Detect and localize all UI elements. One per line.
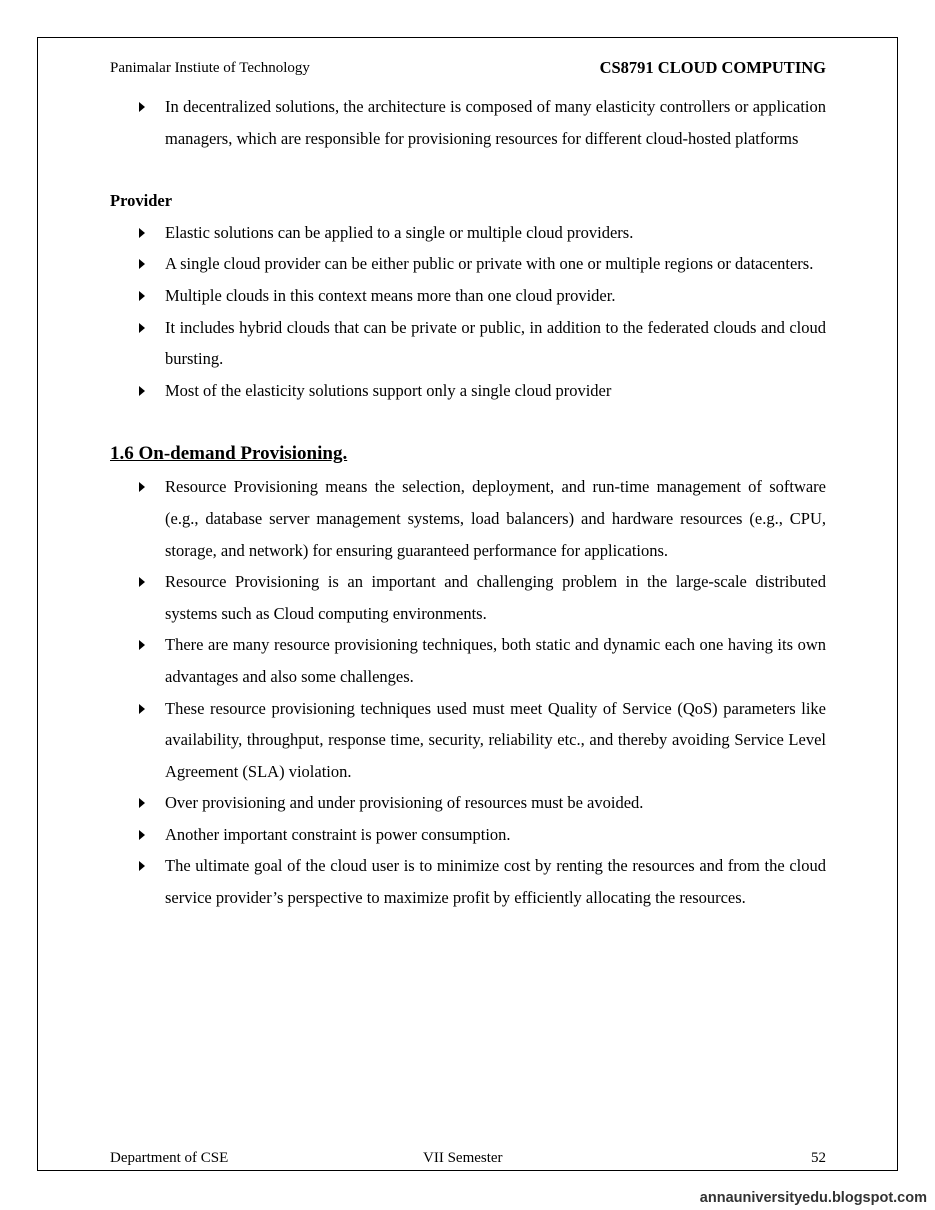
course-title: CS8791 CLOUD COMPUTING <box>599 58 826 77</box>
bullet-arrow-icon <box>139 640 145 650</box>
bullet-arrow-icon <box>139 577 145 587</box>
list-item: Resource Provisioning means the selection, deployment, and run-time management of software (e.g., database server management systems, load balancers) and hardware resources (e.g., CPU, storage, and network) for ensuring guaranteed performance for applications. <box>165 471 826 566</box>
list-item: Most of the elasticity solutions support only a single cloud provider <box>165 375 826 407</box>
bullet-arrow-icon <box>139 259 145 269</box>
list-item: These resource provisioning techniques used must meet Quality of Service (QoS) parameters like availability, throughput, response time, security, reliability etc., and thereby avoiding Service Level Agreement (SLA) violation. <box>165 693 826 788</box>
section-title: 1.6 On-demand Provisioning. <box>110 443 348 465</box>
intro-bullet-list <box>110 91 826 154</box>
list-item: Over provisioning and under provisioning of resources must be avoided. <box>165 787 826 819</box>
semester-label: VII Semester <box>423 1150 503 1166</box>
bullet-arrow-icon <box>139 704 145 714</box>
list-item: Resource Provisioning is an important and challenging problem in the large-scale distributed systems such as Cloud computing environments. <box>165 566 826 629</box>
provider-bullet-list <box>110 217 826 407</box>
page-header <box>110 58 826 80</box>
list-item: The ultimate goal of the cloud user is to minimize cost by renting the resources and from the cloud service provider’s perspective to maximize profit by efficiently allocating the resources. <box>165 850 826 913</box>
bullet-arrow-icon <box>139 386 145 396</box>
bullet-arrow-icon <box>139 228 145 238</box>
list-item: There are many resource provisioning techniques, both static and dynamic each one having its own advantages and also some challenges. <box>165 629 826 692</box>
bullet-arrow-icon <box>139 102 145 112</box>
list-item: It includes hybrid clouds that can be private or public, in addition to the federated clouds and cloud bursting. <box>165 312 826 375</box>
list-item: Elastic solutions can be applied to a single or multiple cloud providers. <box>165 217 826 249</box>
list-item: Multiple clouds in this context means more than one cloud provider. <box>165 280 826 312</box>
bullet-arrow-icon <box>139 798 145 808</box>
bullet-arrow-icon <box>139 861 145 871</box>
provider-heading: Provider <box>110 191 173 211</box>
page-content <box>110 91 826 914</box>
page-number: 52 <box>811 1150 826 1166</box>
watermark-text: annauniversityedu.blogspot.com <box>699 1190 927 1206</box>
section-bullet-list <box>110 471 826 913</box>
list-item: Another important constraint is power consumption. <box>165 819 826 851</box>
list-item: In decentralized solutions, the architecture is composed of many elasticity controllers or application managers, which are responsible for provisioning resources for different cloud-hosted platforms <box>165 91 826 154</box>
institution-name: Panimalar Instiute of Technology <box>110 60 310 76</box>
list-item: A single cloud provider can be either public or private with one or multiple regions or datacenters. <box>165 248 826 280</box>
department-label: Department of CSE <box>110 1150 229 1166</box>
bullet-arrow-icon <box>139 830 145 840</box>
bullet-arrow-icon <box>139 291 145 301</box>
bullet-arrow-icon <box>139 323 145 333</box>
bullet-arrow-icon <box>139 482 145 492</box>
